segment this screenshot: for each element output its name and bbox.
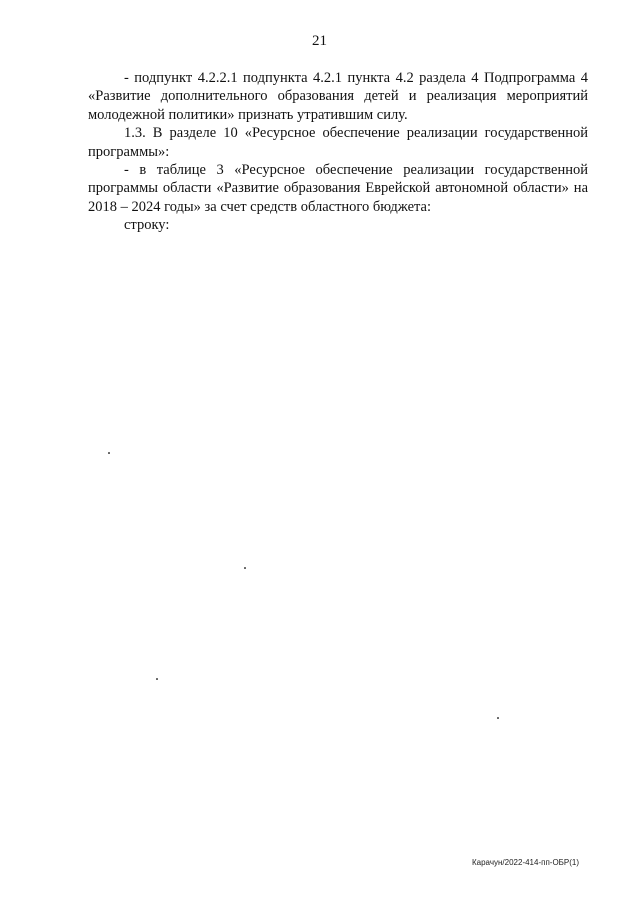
scan-speck [108,452,110,454]
paragraph-section-10: 1.3. В разделе 10 «Ресурсное обеспечение реализации государственной программы»: [88,125,588,160]
scan-speck [497,717,499,719]
paragraph-subpoint-repeal: - подпункт 4.2.2.1 подпункта 4.2.1 пункта 4.2 раздела 4 Подпрограмма 4 «Развитие дополнительного образования детей и реализация мероприятий молодежной политики» признать утратившим силу. [88,70,588,123]
document-registration-code: Карачун/2022-414-пп-ОБР(1) [472,858,580,867]
document-body [88,69,588,235]
paragraph-row: строку: [124,217,170,234]
page-number: 21 [312,33,327,49]
scan-speck [244,567,246,569]
paragraph-table-3: - в таблице 3 «Ресурсное обеспечение реализации государственной программы области «Развитие образования Еврейской автономной области» на 2018 – 2024 годы» за счет средств областного бюджета: [88,162,588,215]
scan-speck [156,678,158,680]
